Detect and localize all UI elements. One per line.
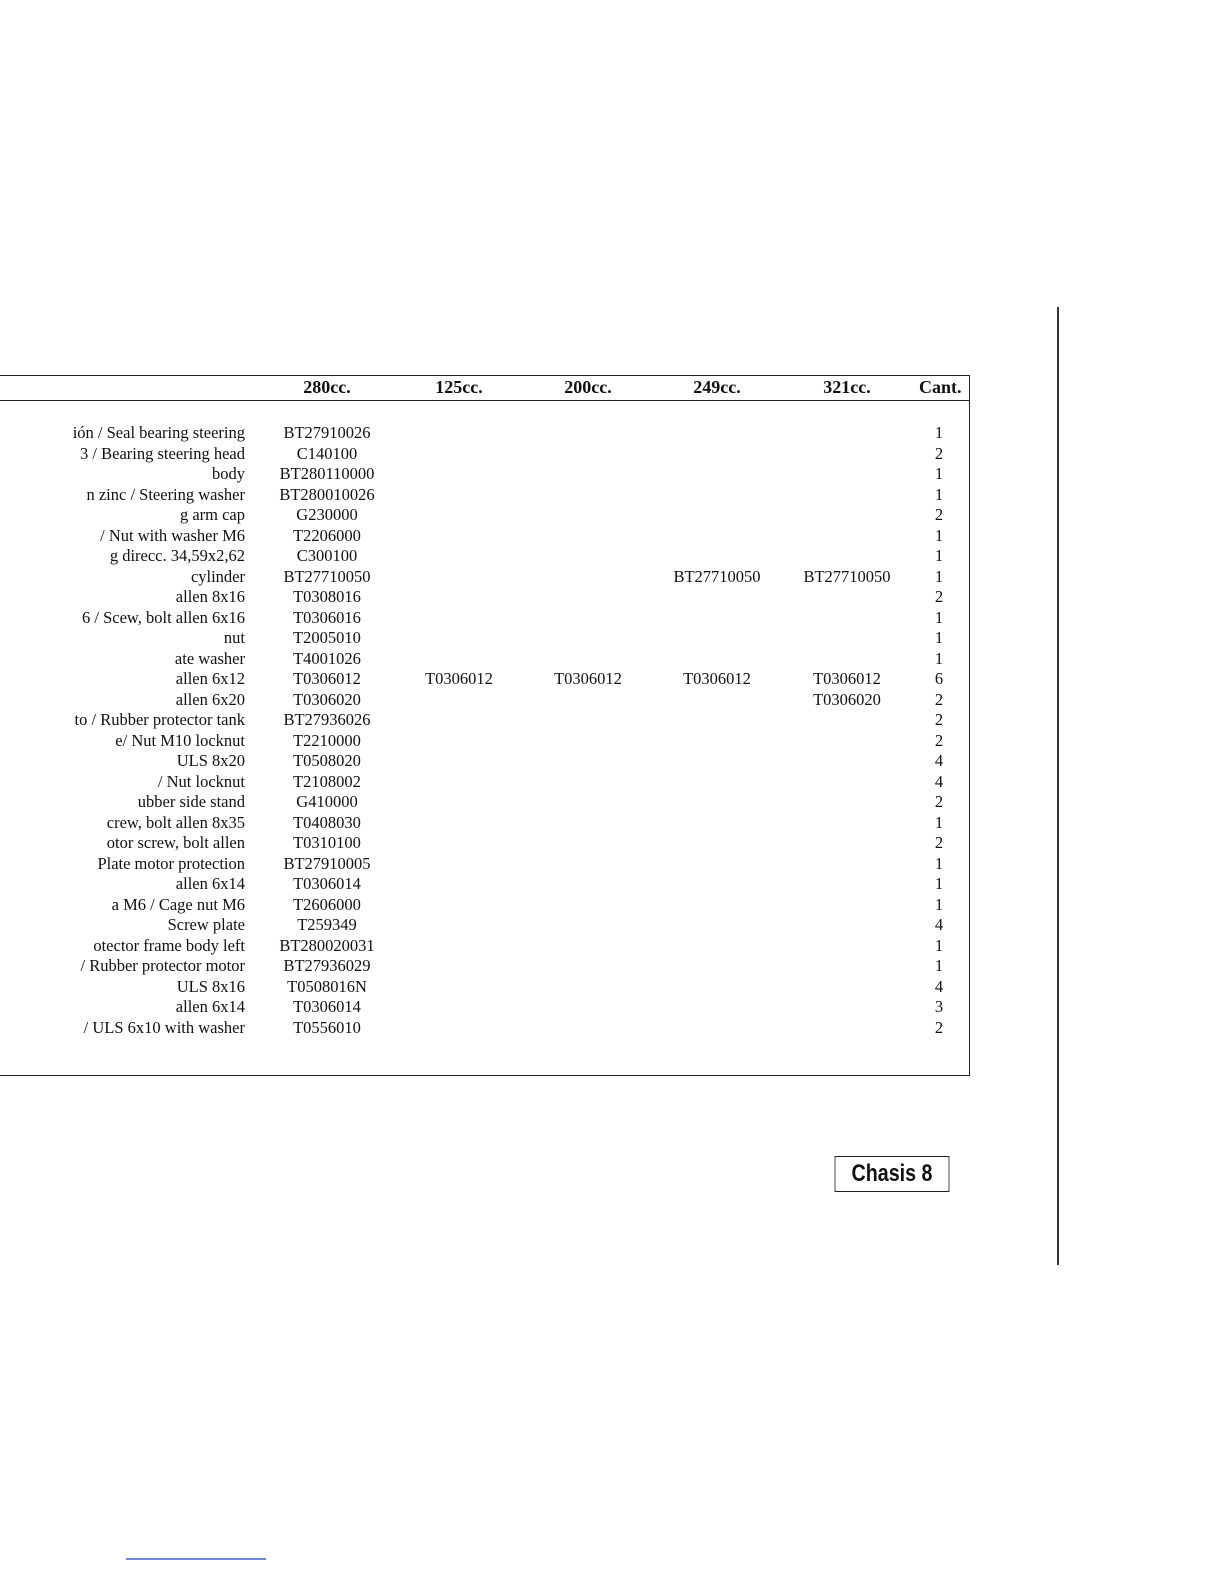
- row-cell-cant: 4: [934, 771, 944, 791]
- row-cell-cant: 2: [934, 587, 944, 606]
- row-description: [0, 526, 245, 546]
- row-description-text: / Nut locknut: [157, 771, 245, 791]
- row-cell-c280: T0408030: [293, 812, 361, 832]
- table-body: [0, 423, 969, 1038]
- row-cell-c280: T2606000: [293, 894, 361, 914]
- row-cell-cant: 4: [934, 751, 944, 770]
- row-description: [0, 628, 245, 648]
- row-cell-cant: 1: [934, 607, 944, 627]
- row-description-text: 3 / Bearing steering head: [80, 443, 245, 463]
- header-125cc: 125cc.: [435, 377, 483, 397]
- row-description-text: ión / Seal bearing steering: [72, 423, 245, 442]
- row-description-text: otor screw, bolt allen: [106, 833, 245, 852]
- row-cell-cant: 2: [934, 443, 944, 463]
- row-description: [0, 751, 245, 771]
- row-cell-c280: T259349: [297, 915, 357, 934]
- table-row: [0, 546, 969, 567]
- row-cell-c280: C140100: [296, 443, 358, 463]
- row-description: [0, 444, 245, 464]
- row-cell-c249: T0306012: [683, 669, 751, 688]
- table-row: [0, 505, 969, 526]
- row-cell-c280: BT27910026: [283, 423, 371, 442]
- table-row: [0, 895, 969, 916]
- row-cell-c280: T0308016: [293, 587, 361, 606]
- table-row: [0, 608, 969, 629]
- row-cell-cant: 1: [934, 464, 944, 483]
- row-cell-c280: T2108002: [293, 771, 361, 791]
- row-description-text: n zinc / Steering washer: [86, 484, 245, 504]
- row-description-text: ULS 8x20: [176, 751, 245, 770]
- row-cell-c280: BT280020031: [279, 935, 375, 955]
- table-row: [0, 874, 969, 895]
- table-row: [0, 731, 969, 752]
- row-cell-cant: 1: [934, 853, 944, 873]
- header-249cc: 249cc.: [693, 377, 741, 397]
- row-description: [0, 874, 245, 894]
- row-description-text: allen 6x20: [175, 689, 245, 709]
- row-cell-c280: T0310100: [293, 833, 361, 852]
- table-row: [0, 649, 969, 670]
- table-row: [0, 1018, 969, 1039]
- row-description-text: crew, bolt allen 8x35: [106, 812, 245, 832]
- table-row: [0, 772, 969, 793]
- row-cell-c280: T0508016N: [287, 976, 367, 996]
- row-cell-c280: BT280110000: [279, 464, 375, 483]
- row-cell-cant: 1: [934, 628, 944, 647]
- row-description: [0, 731, 245, 751]
- row-description-text: otector frame body left: [93, 935, 245, 955]
- table-row: [0, 464, 969, 485]
- row-description: [0, 792, 245, 812]
- row-description: [0, 977, 245, 997]
- row-description: [0, 997, 245, 1017]
- row-description-text: ubber side stand: [137, 792, 245, 811]
- row-description: [0, 772, 245, 792]
- row-description-text: allen 6x12: [175, 669, 245, 688]
- row-description-text: / ULS 6x10 with washer: [83, 1017, 245, 1037]
- table-row: [0, 833, 969, 854]
- row-description: [0, 813, 245, 833]
- row-description: [0, 608, 245, 628]
- row-cell-cant: 1: [934, 935, 944, 955]
- row-cell-c280: T0306012: [293, 669, 361, 688]
- table-row: [0, 526, 969, 547]
- row-cell-c280: T0508020: [293, 751, 361, 770]
- table-row: [0, 690, 969, 711]
- row-cell-cant: 1: [934, 648, 944, 668]
- row-description-text: nut: [223, 628, 245, 647]
- row-cell-cant: 1: [934, 956, 944, 975]
- row-cell-c249: BT27710050: [673, 566, 761, 586]
- row-cell-c125: T0306012: [425, 669, 493, 688]
- row-cell-cant: 1: [934, 566, 944, 586]
- row-cell-cant: 2: [934, 730, 944, 750]
- row-cell-c280: T0556010: [293, 1017, 361, 1037]
- row-cell-c280: T2206000: [293, 525, 361, 545]
- row-description: [0, 587, 245, 607]
- table-row: [0, 751, 969, 772]
- row-cell-c280: T4001026: [293, 648, 361, 668]
- parts-table: [0, 375, 970, 1076]
- row-description: [0, 895, 245, 915]
- row-description-text: / Rubber protector motor: [80, 956, 245, 975]
- row-description: [0, 567, 245, 587]
- row-description: [0, 464, 245, 484]
- row-cell-cant: 6: [934, 669, 944, 688]
- row-description: [0, 1018, 245, 1038]
- row-cell-cant: 2: [934, 505, 944, 524]
- row-cell-cant: 1: [934, 546, 944, 565]
- row-cell-cant: 1: [934, 423, 944, 442]
- row-cell-c280: G410000: [296, 792, 358, 811]
- row-description: [0, 915, 245, 935]
- row-description-text: Screw plate: [167, 915, 245, 934]
- table-row: [0, 915, 969, 936]
- row-cell-c280: BT27710050: [283, 566, 371, 586]
- row-cell-cant: 2: [934, 1017, 944, 1037]
- row-description-text: to / Rubber protector tank: [74, 710, 245, 729]
- row-description-text: ULS 8x16: [176, 976, 245, 996]
- row-description: [0, 669, 245, 689]
- row-cell-cant: 1: [934, 525, 944, 545]
- row-description-text: 6 / Scew, bolt allen 6x16: [82, 607, 245, 627]
- row-cell-cant: 1: [934, 874, 944, 893]
- row-description: [0, 854, 245, 874]
- row-cell-c280: BT27936026: [283, 710, 371, 729]
- row-description-text: / Nut with washer M6: [100, 525, 245, 545]
- header-321cc: 321cc.: [823, 377, 871, 397]
- row-cell-cant: 2: [934, 792, 944, 811]
- header-200cc: 200cc.: [564, 377, 612, 397]
- row-description: [0, 710, 245, 730]
- row-description-text: a M6 / Cage nut M6: [111, 894, 245, 914]
- row-cell-c280: C300100: [296, 546, 358, 565]
- table-row: [0, 485, 969, 506]
- table-row: [0, 956, 969, 977]
- table-header: [0, 376, 969, 401]
- row-cell-cant: 2: [934, 710, 944, 729]
- table-row: [0, 792, 969, 813]
- row-description-text: allen 6x14: [175, 874, 245, 893]
- row-description-text: body: [212, 464, 245, 483]
- table-row: [0, 710, 969, 731]
- row-cell-cant: 1: [934, 484, 944, 504]
- row-cell-c280: BT27910005: [283, 853, 371, 873]
- row-cell-c280: T0306016: [293, 607, 361, 627]
- row-description-text: Plate motor protection: [97, 853, 245, 873]
- row-cell-c280: T2210000: [293, 730, 361, 750]
- row-cell-c280: G230000: [296, 505, 358, 524]
- table-row: [0, 444, 969, 465]
- row-description: [0, 649, 245, 669]
- row-cell-cant: 2: [934, 833, 944, 852]
- row-description: [0, 956, 245, 976]
- row-cell-c280: T0306020: [293, 689, 361, 709]
- row-description: [0, 546, 245, 566]
- row-cell-cant: 4: [934, 915, 944, 934]
- row-description: [0, 505, 245, 525]
- row-cell-c321: T0306012: [813, 669, 881, 688]
- header-280cc: 280cc.: [303, 377, 351, 397]
- page-label: Chasis 8: [835, 1156, 950, 1192]
- table-row: [0, 813, 969, 834]
- table-row: [0, 567, 969, 588]
- row-description-text: ate washer: [174, 648, 245, 668]
- row-cell-cant: 3: [934, 997, 944, 1016]
- row-description: [0, 936, 245, 956]
- table-row: [0, 854, 969, 875]
- row-description-text: allen 8x16: [175, 587, 245, 606]
- row-cell-c280: T0306014: [293, 874, 361, 893]
- table-row: [0, 977, 969, 998]
- footer-rule: [126, 1558, 266, 1560]
- row-description-text: e/ Nut M10 locknut: [115, 730, 245, 750]
- row-cell-c321: BT27710050: [803, 566, 891, 586]
- row-description-text: g arm cap: [179, 505, 245, 524]
- row-cell-cant: 4: [934, 976, 944, 996]
- row-cell-c200: T0306012: [554, 669, 622, 688]
- row-cell-c280: T2005010: [293, 628, 361, 647]
- row-description-text: allen 6x14: [175, 997, 245, 1016]
- table-row: [0, 423, 969, 444]
- table-row: [0, 997, 969, 1018]
- table-row: [0, 628, 969, 649]
- header-cant: Cant.: [919, 377, 962, 397]
- row-cell-cant: 2: [934, 689, 944, 709]
- row-description: [0, 833, 245, 853]
- table-row: [0, 669, 969, 690]
- row-cell-c280: T0306014: [293, 997, 361, 1016]
- row-description-text: cylinder: [190, 566, 245, 586]
- row-description: [0, 690, 245, 710]
- row-cell-c321: T0306020: [813, 689, 881, 709]
- row-description: [0, 485, 245, 505]
- table-row: [0, 587, 969, 608]
- table-row: [0, 936, 969, 957]
- row-cell-cant: 1: [934, 894, 944, 914]
- row-cell-c280: BT280010026: [279, 484, 375, 504]
- row-cell-c280: BT27936029: [283, 956, 371, 975]
- row-description-text: g direcc. 34,59x2,62: [109, 546, 245, 565]
- row-cell-cant: 1: [934, 812, 944, 832]
- row-description: [0, 423, 245, 443]
- page-binding-line: [1057, 307, 1059, 1265]
